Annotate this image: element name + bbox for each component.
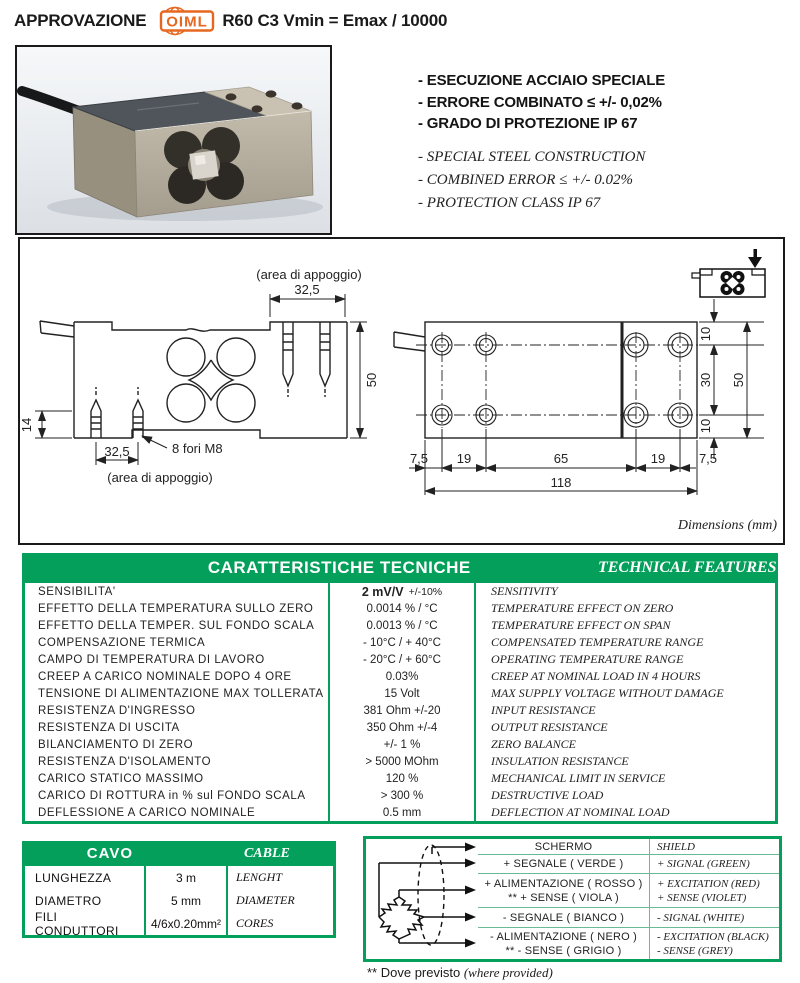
wiring-en: + EXCITATION (RED) + SENSE (VIOLET) xyxy=(657,877,760,904)
spec-label-it: RESISTENZA D'INGRESSO xyxy=(25,702,330,719)
table-row xyxy=(25,668,775,685)
spec-label-en: OUTPUT RESISTANCE xyxy=(491,720,608,734)
spec-value: 120 % xyxy=(330,770,476,787)
dimension-drawing xyxy=(20,239,783,543)
tech-spec-header xyxy=(22,553,778,583)
spec-label-it: EFFETTO DELLA TEMPER. SUL FONDO SCALA xyxy=(25,617,330,634)
table-row xyxy=(25,651,775,668)
table-row xyxy=(25,787,775,804)
spec-label-it: DEFLESSIONE A CARICO NOMINALE xyxy=(25,804,330,821)
spec-label-it: EFFETTO DELLA TEMPERATURA SULLO ZERO xyxy=(25,600,330,617)
spec-label-en: MAX SUPPLY VOLTAGE WITHOUT DAMAGE xyxy=(491,686,724,700)
top-dim-19-left: 19 xyxy=(456,451,472,466)
wiring-en: - SIGNAL (WHITE) xyxy=(657,911,745,924)
footnote-it: ** Dove previsto xyxy=(367,965,461,980)
table-row xyxy=(25,909,333,938)
table-row xyxy=(478,907,779,927)
cable-value: 3 m xyxy=(146,866,228,889)
spec-value: > 5000 MOhm xyxy=(330,753,476,770)
wiring-en: SHIELD xyxy=(657,840,695,853)
spec-label-en: COMPENSATED TEMPERATURE RANGE xyxy=(491,635,704,649)
spec-label-it: CAMPO DI TEMPERATURA DI LAVORO xyxy=(25,651,330,668)
top-dim-19-right: 19 xyxy=(650,451,666,466)
spec-label-en: TEMPERATURE EFFECT ON SPAN xyxy=(491,618,671,632)
wiring-panel xyxy=(363,836,782,962)
spec-label-it: COMPENSAZIONE TERMICA xyxy=(25,634,330,651)
spec-value: - 20°C / + 60°C xyxy=(330,651,476,668)
side-area-bottom-label: (area di appoggio) xyxy=(107,470,213,485)
feature-list-it xyxy=(418,70,665,135)
table-row xyxy=(25,702,775,719)
side-holes-note: 8 fori M8 xyxy=(172,441,223,456)
spec-label-en: INPUT RESISTANCE xyxy=(491,703,596,717)
wire-arrows xyxy=(465,843,476,948)
cable-label-it: LUNGHEZZA xyxy=(25,866,146,889)
feature-it-2: - ERRORE COMBINATO ≤ +/- 0,02% xyxy=(418,93,662,111)
wiring-it: SCHERMO xyxy=(478,839,650,854)
spec-label-it: CREEP A CARICO NOMINALE DOPO 4 ORE xyxy=(25,668,330,685)
table-row xyxy=(25,770,775,787)
spec-value: 15 Volt xyxy=(330,685,476,702)
spec-value: > 300 % xyxy=(330,787,476,804)
clover-cutout xyxy=(164,127,244,204)
table-row xyxy=(25,753,775,770)
dimension-drawing-frame xyxy=(18,237,785,545)
cable-label-en: LENGHT xyxy=(236,870,283,884)
spec-value: 350 Ohm +/-4 xyxy=(330,719,476,736)
tech-spec-title-en: TECHNICAL FEATURES xyxy=(597,559,777,576)
spec-value: 0.0014 % / °C xyxy=(330,600,476,617)
wiring-it: + ALIMENTAZIONE ( ROSSO ) ** + SENSE ( VIOLA ) xyxy=(478,874,650,907)
table-row xyxy=(25,736,775,753)
side-dim-14: 14 xyxy=(20,417,34,433)
feature-it-1: - ESECUZIONE ACCIAIO SPECIALE xyxy=(418,72,666,89)
table-row xyxy=(25,583,775,600)
wiring-en: - EXCITATION (BLACK) - SENSE (GREY) xyxy=(657,930,769,957)
spec-label-en: TEMPERATURE EFFECT ON ZERO xyxy=(491,601,674,615)
cable-label-it: DIAMETRO xyxy=(25,889,146,912)
feature-list-en xyxy=(418,146,665,215)
spec-value: 0.0013 % / °C xyxy=(330,617,476,634)
bridge-circuit-diagram xyxy=(366,839,478,959)
cable-label-it: FILI CONDUTTORI xyxy=(25,912,146,935)
table-row xyxy=(25,866,333,889)
spec-label-it: SENSIBILITA' xyxy=(25,583,330,600)
spec-label-en: OPERATING TEMPERATURE RANGE xyxy=(491,652,684,666)
spec-label-en: MECHANICAL LIMIT IN SERVICE xyxy=(491,771,666,785)
cable-title-it: CAVO xyxy=(86,845,134,862)
cable-header xyxy=(22,841,336,866)
spec-label-en: ZERO BALANCE xyxy=(491,737,577,751)
side-dim-32-5-bottom: 32,5 xyxy=(104,444,130,459)
spec-label-it: RESISTENZA D'ISOLAMENTO xyxy=(25,753,330,770)
spec-label-en: DESTRUCTIVE LOAD xyxy=(491,788,604,802)
spec-label-it: CARICO STATICO MASSIMO xyxy=(25,770,330,787)
wiring-it: - ALIMENTAZIONE ( NERO ) ** - SENSE ( GRIGIO ) xyxy=(478,928,650,959)
spec-value: +/- 1 % xyxy=(330,736,476,753)
feature-list xyxy=(418,70,665,215)
top-dim-30: 30 xyxy=(698,372,713,388)
table-row xyxy=(25,617,775,634)
side-view xyxy=(40,321,347,438)
top-dim-50: 50 xyxy=(731,372,746,388)
table-row xyxy=(25,804,775,821)
feature-en-3: - PROTECTION CLASS IP 67 xyxy=(418,194,601,211)
spec-value: 381 Ohm +/-20 xyxy=(330,702,476,719)
product-photo-frame xyxy=(15,45,332,235)
feature-it-3: - GRADO DI PROTEZIONE IP 67 xyxy=(418,115,638,132)
spec-label-en: CREEP AT NOMINAL LOAD IN 4 HOURS xyxy=(491,669,701,683)
cable-table xyxy=(22,841,336,938)
table-row xyxy=(25,600,775,617)
side-area-top-label: (area di appoggio) xyxy=(256,267,362,282)
spec-value: 0.5 mm xyxy=(330,804,476,821)
load-cell-photo xyxy=(17,47,330,233)
spec-label-en: SENSITIVITY xyxy=(491,584,558,598)
top-dim-10-bottom: 10 xyxy=(698,418,713,434)
top-dim-7-5-right: 7,5 xyxy=(698,451,718,466)
side-dim-32-5-top: 32,5 xyxy=(294,282,320,297)
table-row xyxy=(25,719,775,736)
table-row xyxy=(478,873,779,907)
spec-label-it: RESISTENZA DI USCITA xyxy=(25,719,330,736)
end-view-icon xyxy=(692,249,765,297)
spec-value xyxy=(330,583,476,600)
table-row xyxy=(25,685,775,702)
wiring-table xyxy=(478,839,779,959)
spec-value: 0.03% xyxy=(330,668,476,685)
approval-header xyxy=(14,5,447,37)
table-row xyxy=(25,634,775,651)
top-dim-10-top: 10 xyxy=(698,326,713,342)
wiring-en: + SIGNAL (GREEN) xyxy=(657,858,750,870)
approval-label: APPROVAZIONE xyxy=(14,11,147,30)
cable-value: 4/6x0.20mm² xyxy=(146,912,228,935)
spec-label-it: TENSIONE DI ALIMENTAZIONE MAX TOLLERATA xyxy=(25,685,330,702)
oiml-text: OIML xyxy=(166,13,209,31)
top-dim-118: 118 xyxy=(550,475,572,490)
side-dim-50: 50 xyxy=(364,372,379,388)
cable-title-en: CABLE xyxy=(243,845,290,861)
approval-spec: R60 C3 Vmin = Emax / 10000 xyxy=(222,11,448,30)
top-dim-7-5-left: 7,5 xyxy=(409,451,429,466)
studs-top xyxy=(283,322,330,397)
spec-value-main: 2 mV/V xyxy=(361,584,404,599)
tech-spec-table xyxy=(22,553,778,824)
wiring-it: + SEGNALE ( VERDE ) xyxy=(478,855,650,873)
spec-label-en: INSULATION RESISTANCE xyxy=(491,754,629,768)
table-row xyxy=(478,927,779,959)
footnote-en: (where provided) xyxy=(463,965,553,980)
spec-label-it: CARICO DI ROTTURA in % sul FONDO SCALA xyxy=(25,787,330,804)
wiring-it: - SEGNALE ( BIANCO ) xyxy=(478,908,650,927)
spec-value: - 10°C / + 40°C xyxy=(330,634,476,651)
top-dim-65: 65 xyxy=(553,451,569,466)
table-row xyxy=(478,854,779,873)
cable-label-en: CORES xyxy=(236,916,274,930)
oiml-logo xyxy=(153,5,215,37)
cable-body xyxy=(22,866,336,938)
spec-label-en: DEFLECTION AT NOMINAL LOAD xyxy=(491,805,670,819)
cable-value: 5 mm xyxy=(146,889,228,912)
feature-en-1: - SPECIAL STEEL CONSTRUCTION xyxy=(418,148,646,165)
cable-label-en: DIAMETER xyxy=(236,893,295,907)
spec-value-note: +/-10% xyxy=(408,585,443,598)
wiring-footnote xyxy=(367,965,553,981)
dimensions-units-note: Dimensions (mm) xyxy=(677,518,777,533)
table-row xyxy=(478,839,779,854)
tech-spec-body xyxy=(22,583,778,824)
tech-spec-title-it: CARATTERISTICHE TECNICHE xyxy=(207,558,471,577)
feature-en-2: - COMBINED ERROR ≤ +/- 0.02% xyxy=(418,171,633,188)
top-view xyxy=(394,322,706,438)
spec-label-it: BILANCIAMENTO DI ZERO xyxy=(25,736,330,753)
